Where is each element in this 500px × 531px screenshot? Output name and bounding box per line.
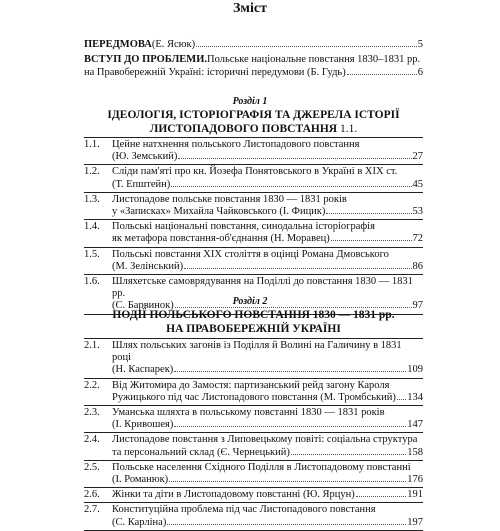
toc-entry[interactable] (84, 338, 423, 379)
entry-author: (С. Карліна) (112, 516, 167, 528)
front-matter (84, 38, 423, 79)
page-number: 197 (407, 516, 423, 528)
page-number: 109 (407, 364, 423, 376)
toc-entry[interactable] (84, 488, 423, 503)
entry-number: 1.6. (84, 276, 100, 288)
entry-author: (І. Кривошея) (112, 419, 174, 431)
dot-leader (397, 399, 406, 400)
toc-entry[interactable] (84, 220, 423, 247)
section-title (84, 108, 423, 136)
section1-entries (84, 137, 423, 315)
page-number: 72 (412, 233, 423, 245)
section-title-line2: ЛИСТОПАДОВОГО ПОВСТАННЯ (149, 123, 338, 135)
toc-entry[interactable] (84, 406, 423, 433)
entry-title: Листопадове польське повстання 1830 — 1831 років (112, 193, 347, 205)
entry-number: 2.2. (84, 379, 100, 391)
toc-entry[interactable] (84, 248, 423, 275)
entry-title: Польські повстання XIX століття в оцінці Романа Дмовського (112, 248, 389, 260)
toc-entry[interactable] (84, 193, 423, 220)
entry-number: 2.4. (84, 434, 100, 446)
entry-author: у «Записках» Михайла Чайковського (І. Фицик) (112, 206, 326, 218)
entry-number: 2.3. (84, 407, 100, 419)
entry-author: (І. Романюк) (112, 474, 169, 486)
preface-author: (Е. Ясюк) (151, 39, 196, 50)
toc-entry[interactable] (84, 165, 423, 192)
dot-leader (167, 524, 406, 525)
entry-number: 1.5. (84, 248, 100, 260)
page-number: 97 (412, 300, 423, 312)
page-number: 53 (412, 206, 423, 218)
intro-title-line1: Польське національне повстання 1830–1831 рр. (207, 54, 421, 65)
entry-title: Цейне натхнення польського Листопадового повстання (112, 139, 360, 150)
entry-number: 1.4. (84, 221, 100, 233)
dot-leader (356, 496, 406, 497)
page-number: 191 (407, 489, 423, 501)
dot-leader (178, 158, 411, 159)
intro-label: ВСТУП ДО ПРОБЛЕМИ. (84, 54, 208, 65)
entry-author: (Н. Каспарек) (112, 364, 174, 376)
entry-author: та персональний склад (Є. Чернецький) (112, 446, 290, 458)
toc-entry[interactable] (84, 379, 423, 406)
entry-title: Від Житомира до Замостя: партизанський рейд загону Кароля (112, 379, 390, 391)
section-label: Розділ 1 (232, 96, 268, 107)
entry-title: Листопадове повстання з Липовецькому повіті: соціальна структура (112, 434, 418, 446)
section-title (84, 308, 423, 336)
dot-leader (169, 481, 406, 482)
entry-number: 2.7. (84, 504, 100, 516)
entry-title: Шляхетське самоврядування на Поділлі до повстання 1830 — 1831 рр. (112, 276, 413, 300)
entry-author: (Т. Епштейн) (112, 178, 171, 190)
section-title-line1: ІДЕОЛОГІЯ, ІСТОРІОГРАФІЯ ТА ДЖЕРЕЛА ІСТОРІЇ (107, 109, 400, 121)
section-title-line1: ПОДІЇ ПОЛЬСЬКОГО ПОВСТАННЯ 1830 — 1831 рр. (112, 309, 395, 321)
entry-number: 1.2. (84, 166, 100, 178)
entry-author: (С. Барвинок) (112, 300, 174, 312)
entry-number: 1.1. (84, 139, 100, 150)
dot-leader (326, 213, 411, 214)
preface-label: ПЕРЕДМОВА (84, 39, 152, 50)
dot-leader (174, 426, 406, 427)
page-number: 6 (417, 67, 423, 78)
dot-leader (171, 186, 411, 187)
entry-title: Польські національні повстання, синодальна історіографія (112, 221, 375, 233)
entry-author: як метафора повстання-об'єднання (Н. Моравец) (112, 233, 330, 245)
toc-entry[interactable] (84, 503, 423, 530)
entry-author: (Ю. Земський) (112, 151, 178, 163)
page-number: 176 (407, 474, 423, 486)
entry-number: 2.6. (84, 489, 100, 501)
page-number: 158 (407, 446, 423, 458)
entry-number: 1.3. (84, 193, 100, 205)
section2-entries (84, 338, 423, 531)
entry-title: Шлях польських загонів із Поділля й Волині на Галичину в 1831 році (112, 340, 402, 364)
toc-entry[interactable] (84, 137, 423, 165)
entry-author: Ружицького під час Листопадового повстання (М. Тромбський) (112, 391, 396, 403)
dot-leader (347, 74, 417, 75)
dot-leader (291, 454, 406, 455)
page-number: 86 (412, 260, 423, 272)
section-title-line2: НА ПРАВОБЕРЕЖНІЙ УКРАЇНІ (166, 323, 341, 335)
entry-author: (М. Зелінський) (112, 260, 184, 272)
entry-title: Конституційна проблема під час Листопадового повстання (112, 504, 376, 516)
dot-leader (196, 46, 417, 47)
entry-title: Жінки та діти в Листопадовому повстанні (Ю. Ярцун) (112, 489, 355, 501)
page-number: 147 (407, 419, 423, 431)
dot-leader (331, 240, 412, 241)
dot-leader (174, 371, 406, 372)
toc-entry[interactable] (84, 433, 423, 460)
entry-title: Польське населення Східного Поділля в Листопадовому повстанні (112, 461, 411, 473)
page-number: 45 (412, 178, 423, 190)
toc-entry-intro[interactable] (84, 53, 423, 79)
section-label: Розділ 2 (232, 296, 268, 307)
page-number: 134 (407, 391, 423, 403)
entry-number: 2.1. (84, 340, 100, 351)
entry-number: 2.5. (84, 461, 100, 473)
page-number: 27 (412, 151, 423, 163)
page-title: Зміст (233, 1, 267, 16)
dot-leader (184, 268, 411, 269)
toc-entry-preface[interactable] (84, 38, 423, 51)
intro-title-line2: на Правобережній Україні: історичні передумови (Б. Гудь) (84, 67, 346, 78)
section-title-suffix: 1.1. (337, 123, 358, 135)
page-number: 5 (417, 39, 423, 50)
toc-entry[interactable] (84, 461, 423, 488)
entry-title: Сліди пам'яті про кн. Йозефа Понятовського в Україні в XIX ст. (112, 166, 398, 178)
entry-title: Уманська шляхта в польському повстанні 1830 — 1831 років (112, 407, 385, 419)
